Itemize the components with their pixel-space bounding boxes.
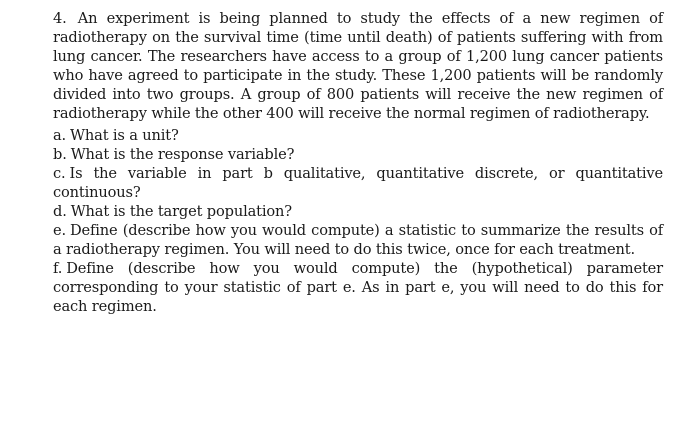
question-b-text: What is the response variable? [70,146,295,163]
question-b [53,145,663,164]
question-a-label: a. [53,127,67,144]
problem-intro-paragraph [53,9,663,123]
question-a-text: What is a unit? [70,127,179,144]
question-d [53,202,663,221]
question-c-label: c. [53,165,66,182]
question-b-label: b. [53,146,67,163]
question-f-text: Define (describe how you would compute) the (hypothetical) parameter corresponding to your statistic of part e. As in part e, you will need to do this for each regimen. [53,260,663,315]
question-a [53,126,663,145]
question-f-label: f. [53,260,63,277]
question-f [53,259,663,316]
question-e [53,221,663,259]
question-d-text: What is the target population? [70,203,292,220]
question-c-text: Is the variable in part b qualitative, quantitative discrete, or quantitative continuous? [53,165,663,201]
question-c [53,164,663,202]
problem-intro-text: An experiment is being planned to study the effects of a new regimen of radiotherapy on the survival time (time until death) of patients suffering with from lung cancer. The researchers have access to a group of 1,200 lung cancer patients who have agreed to participate in the study. These 1,200 patients will be randomly divided into two groups. A group of 800 patients will receive the new regimen of radiotherapy while the other 400 will receive the normal regimen of radiotherapy. [53,10,663,122]
problem-number: 4. [53,10,67,27]
question-e-text: Define (describe how you would compute) a statistic to summarize the results of a radiotherapy regimen. You will need to do this twice, once for each treatment. [53,222,663,258]
problem-document [53,9,663,316]
question-d-label: d. [53,203,67,220]
question-e-label: e. [53,222,66,239]
